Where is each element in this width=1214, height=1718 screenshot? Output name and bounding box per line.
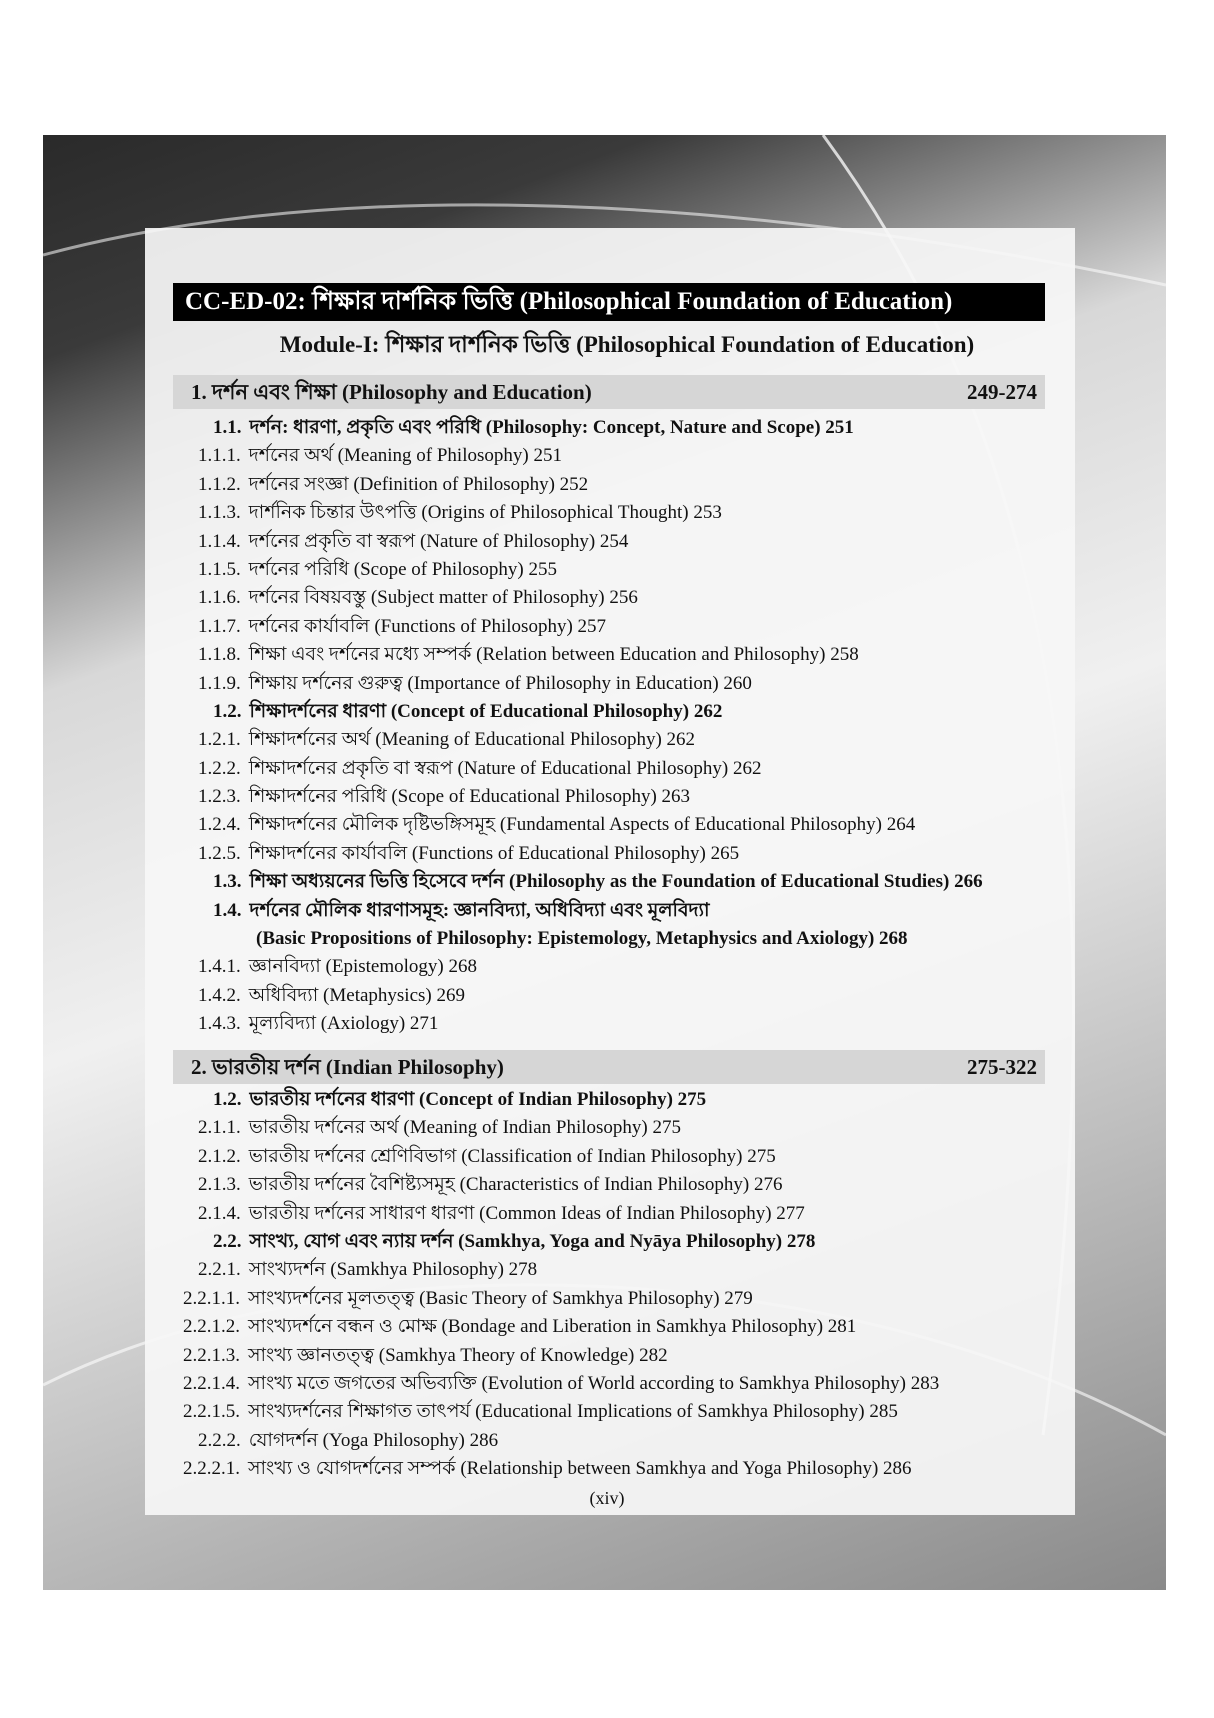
- entry-number: 2.1.2.: [198, 1145, 241, 1167]
- entry-text: সাংখ্য মতে জগতের অভিব্যক্তি (Evolution of World according to Samkhya Philosophy) 283: [248, 1372, 940, 1394]
- toc-entry: [0, 414, 1214, 442]
- toc-entry: [0, 1370, 1214, 1398]
- entry-text: শিক্ষাদর্শনের অর্থ (Meaning of Educational Philosophy) 262: [248, 729, 696, 751]
- toc-entry: [0, 840, 1214, 868]
- entry-number: 1.1.7.: [198, 615, 241, 637]
- module-title: Module-I: শিক্ষার দার্শনিক ভিত্তি (Philosophical Foundation of Education): [279, 332, 975, 357]
- entry-text: শিক্ষাদর্শনের পরিধি (Scope of Educational Philosophy) 263: [248, 786, 691, 808]
- entry-text: শিক্ষাদর্শনের মৌলিক দৃষ্টিভঙ্গিসমূহ (Fundamental Aspects of Educational Philosophy) 264: [248, 814, 916, 836]
- toc-entry: [0, 1256, 1214, 1284]
- section-heading: [173, 375, 1045, 409]
- entry-number: 1.2.5.: [198, 842, 241, 864]
- entry-number: 2.2.1.4.: [183, 1372, 240, 1394]
- entry-text: সাংখ্যদর্শনের শিক্ষাগত তাৎপর্য (Educational Implications of Samkhya Philosophy) 285: [248, 1401, 898, 1423]
- entry-number: 1.1.4.: [198, 530, 241, 552]
- entry-number: 1.1.: [213, 417, 242, 438]
- entry-number: 1.2.: [213, 700, 242, 722]
- entry-text: দার্শনিক চিন্তার উৎপত্তি (Origins of Philosophical Thought) 253: [248, 502, 722, 524]
- entry-number: 1.1.6.: [198, 587, 241, 609]
- toc-entry: [0, 1200, 1214, 1228]
- entry-number: 1.1.3.: [198, 502, 241, 524]
- entry-number: 1.2.: [213, 1089, 242, 1110]
- entry-text: (Basic Propositions of Philosophy: Epistemology, Metaphysics and Axiology) 268: [256, 928, 908, 950]
- entry-text: শিক্ষায় দর্শনের গুরুত্ব (Importance of Philosophy in Education) 260: [248, 672, 752, 694]
- entry-number: 1.2.3.: [198, 786, 241, 808]
- entry-text: দর্শনের কার্যাবলি (Functions of Philosophy) 257: [248, 615, 607, 637]
- toc-entry: [0, 1285, 1214, 1313]
- toc-entry: [0, 897, 1214, 925]
- entry-number: 2.2.1.2.: [183, 1316, 240, 1338]
- entry-number: 1.1.1.: [198, 445, 241, 467]
- entry-number: 2.2.1.5.: [183, 1401, 240, 1423]
- entry-text: যোগদর্শন (Yoga Philosophy) 286: [248, 1429, 499, 1451]
- entry-number: 1.4.1.: [198, 956, 241, 978]
- section-title: 1. দর্শন এবং শিক্ষা (Philosophy and Education): [191, 380, 592, 404]
- section-title: 2. ভারতীয় দর্শন (Indian Philosophy): [191, 1055, 504, 1079]
- entry-number: 1.2.4.: [198, 814, 241, 836]
- section-heading: [173, 1050, 1045, 1084]
- entry-text: ভারতীয় দর্শনের অর্থ (Meaning of Indian Philosophy) 275: [248, 1117, 681, 1139]
- toc-entry: [0, 868, 1214, 896]
- toc-entry: [0, 1455, 1214, 1483]
- page-number: (xiv): [589, 1488, 625, 1508]
- entry-number: 1.2.1.: [198, 729, 241, 751]
- entry-text: দর্শনের প্রকৃতি বা স্বরূপ (Nature of Philosophy) 254: [248, 530, 629, 552]
- entry-number: 2.1.3.: [198, 1174, 241, 1196]
- toc-entry: [0, 1143, 1214, 1171]
- entry-number: 2.2.1.1.: [183, 1287, 240, 1309]
- entry-text: শিক্ষা অধ্যয়নের ভিত্তি হিসেবে দর্শন (Philosophy as the Foundation of Educational Studies) 266: [249, 871, 983, 893]
- toc-entry: [0, 556, 1214, 584]
- entry-text: দর্শনের মৌলিক ধারণাসমূহ: জ্ঞানবিদ্যা, অধিবিদ্যা এবং মূলবিদ্যা: [249, 899, 710, 921]
- toc-entry: [0, 584, 1214, 612]
- entry-text: ভারতীয় দর্শনের ধারণা (Concept of Indian Philosophy) 275: [249, 1089, 707, 1110]
- toc-entry: [0, 783, 1214, 811]
- entry-number: 2.2.1.3.: [183, 1344, 240, 1366]
- toc-entry: [0, 641, 1214, 669]
- entry-text: শিক্ষা এবং দর্শনের মধ্যে সম্পর্ক (Relation between Education and Philosophy) 258: [248, 644, 859, 666]
- toc-entry: [0, 471, 1214, 499]
- toc-entry: [0, 442, 1214, 470]
- toc-entry: [0, 811, 1214, 839]
- entry-text: সাংখ্যদর্শনের মূলতত্ত্ব (Basic Theory of Samkhya Philosophy) 279: [248, 1287, 753, 1309]
- entry-number: 2.2.2.: [198, 1429, 241, 1451]
- toc-entry: [0, 670, 1214, 698]
- entry-text: দর্শনের সংজ্ঞা (Definition of Philosophy) 252: [248, 473, 589, 495]
- toc-entry: [0, 726, 1214, 754]
- entry-text: শিক্ষাদর্শনের প্রকৃতি বা স্বরূপ (Nature of Educational Philosophy) 262: [248, 757, 762, 779]
- entry-number: 1.4.3.: [198, 1013, 241, 1035]
- toc-entry: [0, 982, 1214, 1010]
- entry-text: সাংখ্য ও যোগদর্শনের সম্পর্ক (Relationship between Samkhya and Yoga Philosophy) 286: [248, 1458, 912, 1480]
- toc-entry: [0, 953, 1214, 981]
- entry-number: 2.2.: [213, 1230, 242, 1252]
- toc-entry: [0, 1342, 1214, 1370]
- entry-text: দর্শনের বিষয়বস্তু (Subject matter of Philosophy) 256: [248, 587, 638, 609]
- toc-entry: [0, 1114, 1214, 1142]
- entry-text: সাংখ্যদর্শন (Samkhya Philosophy) 278: [248, 1259, 538, 1281]
- entry-text: দর্শনের পরিধি (Scope of Philosophy) 255: [248, 558, 557, 580]
- entry-number: 2.2.2.1.: [183, 1458, 240, 1480]
- entry-text: ভারতীয় দর্শনের শ্রেণিবিভাগ (Classification of Indian Philosophy) 275: [248, 1145, 776, 1167]
- entry-text: দর্শন: ধারণা, প্রকৃতি এবং পরিধি (Philosophy: Concept, Nature and Scope) 251: [249, 417, 854, 438]
- entry-number: 1.1.8.: [198, 644, 241, 666]
- toc-entry: [0, 1427, 1214, 1455]
- entry-text: ভারতীয় দর্শনের বৈশিষ্ট্যসমূহ (Characteristics of Indian Philosophy) 276: [248, 1174, 783, 1196]
- entry-number: 2.1.4.: [198, 1202, 241, 1224]
- section-pages: 249-274: [967, 380, 1037, 404]
- entry-number: 2.2.1.: [198, 1259, 241, 1281]
- entry-number: 1.1.2.: [198, 473, 241, 495]
- entry-text: সাংখ্যদর্শনে বন্ধন ও মোক্ষ (Bondage and Liberation in Samkhya Philosophy) 281: [248, 1316, 857, 1338]
- course-title: CC-ED-02: শিক্ষার দার্শনিক ভিত্তি (Philosophical Foundation of Education): [173, 283, 1045, 321]
- entry-number: 1.1.9.: [198, 672, 241, 694]
- toc-entry: [0, 1398, 1214, 1426]
- entry-number: 1.1.5.: [198, 558, 241, 580]
- entry-text: সাংখ্য জ্ঞানতত্ত্ব (Samkhya Theory of Knowledge) 282: [248, 1344, 668, 1366]
- entry-number: 1.3.: [213, 871, 242, 893]
- entry-number: 1.2.2.: [198, 757, 241, 779]
- entry-text: মূল্যবিদ্যা (Axiology) 271: [248, 1013, 439, 1035]
- entry-number: 1.4.: [213, 899, 242, 921]
- entry-number: 2.1.1.: [198, 1117, 241, 1139]
- toc-entry: [0, 613, 1214, 641]
- section-pages: 275-322: [967, 1055, 1037, 1079]
- toc-entry: [0, 755, 1214, 783]
- toc-entry: [0, 925, 1214, 953]
- toc-entry: [0, 1171, 1214, 1199]
- toc-entry: [0, 1086, 1214, 1114]
- entry-text: দর্শনের অর্থ (Meaning of Philosophy) 251: [248, 445, 562, 467]
- toc-entry: [0, 1010, 1214, 1038]
- toc-list: [0, 1086, 1214, 1483]
- toc-entry: [0, 1228, 1214, 1256]
- entry-text: অধিবিদ্যা (Metaphysics) 269: [248, 984, 465, 1006]
- toc-entry: [0, 528, 1214, 556]
- entry-text: শিক্ষাদর্শনের কার্যাবলি (Functions of Educational Philosophy) 265: [248, 842, 740, 864]
- entry-text: ভারতীয় দর্শনের সাধারণ ধারণা (Common Ideas of Indian Philosophy) 277: [248, 1202, 805, 1224]
- toc-entry: [0, 499, 1214, 527]
- entry-text: সাংখ্য, যোগ এবং ন্যায় দর্শন (Samkhya, Yoga and Nyāya Philosophy) 278: [249, 1230, 816, 1252]
- toc-entry: [0, 1313, 1214, 1341]
- toc-list: [0, 414, 1214, 1039]
- entry-text: জ্ঞানবিদ্যা (Epistemology) 268: [248, 956, 477, 978]
- entry-number: 1.4.2.: [198, 984, 241, 1006]
- entry-text: শিক্ষাদর্শনের ধারণা (Concept of Educational Philosophy) 262: [249, 700, 723, 722]
- toc-entry: [0, 698, 1214, 726]
